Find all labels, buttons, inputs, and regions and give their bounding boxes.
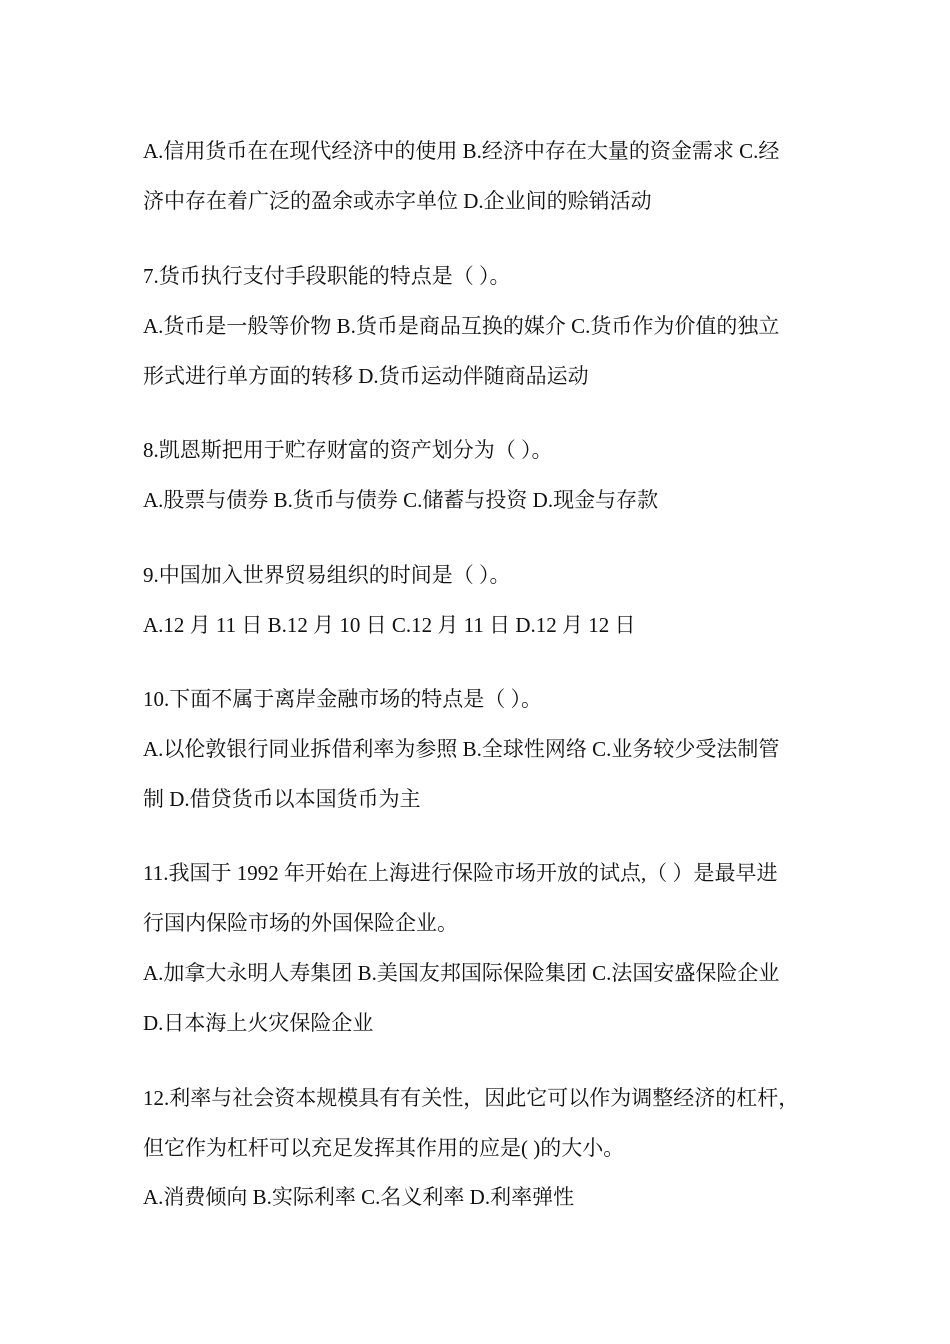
- q11-options-line-2: D.日本海上火灾保险企业: [143, 1011, 374, 1035]
- q11-question-line-1: 11.我国于 1992 年开始在上海进行保险市场开放的试点,（ ）是最早进: [143, 861, 778, 885]
- q12-question-line-2: 但它作为杠杆可以充足发挥其作用的应是( )的大小。: [143, 1136, 625, 1160]
- q7-options-line-2: 形式进行单方面的转移 D.货币运动伴随商品运动: [143, 364, 589, 388]
- q10-options-line-1: A.以伦敦银行同业拆借利率为参照 B.全球性网络 C.业务较少受法制管: [143, 737, 780, 761]
- q8-question: 8.凯恩斯把用于贮存财富的资产划分为（ ）。: [143, 438, 553, 462]
- q11-options-line-1: A.加拿大永明人寿集团 B.美国友邦国际保险集团 C.法国安盛保险企业: [143, 961, 780, 985]
- q7-options-line-1: A.货币是一般等价物 B.货币是商品互换的媒介 C.货币作为价值的独立: [143, 314, 780, 338]
- q12-options: A.消费倾向 B.实际利率 C.名义利率 D.利率弹性: [143, 1185, 575, 1209]
- q9-options: A.12 月 11 日 B.12 月 10 日 C.12 月 11 日 D.12 月 12 日: [143, 613, 636, 637]
- q7-question: 7.货币执行支付手段职能的特点是（ ）。: [143, 264, 511, 288]
- q6-options-line-2: 济中存在着广泛的盈余或赤字单位 D.企业间的赊销活动: [143, 189, 652, 213]
- q6-options-line-1: A.信用货币在在现代经济中的使用 B.经济中存在大量的资金需求 C.经: [143, 139, 780, 163]
- q9-question: 9.中国加入世界贸易组织的时间是（ ）。: [143, 563, 511, 587]
- q8-options: A.股票与债券 B.货币与债券 C.储蓄与投资 D.现金与存款: [143, 488, 659, 512]
- q10-options-line-2: 制 D.借贷货币以本国货币为主: [143, 787, 421, 811]
- q10-question: 10.下面不属于离岸金融市场的特点是（ ）。: [143, 687, 542, 711]
- q11-question-line-2: 行国内保险市场的外国保险企业。: [143, 911, 458, 935]
- q12-question-line-1: 12.利率与社会资本规模具有有关性，因此它可以作为调整经济的杠杆，: [143, 1086, 800, 1110]
